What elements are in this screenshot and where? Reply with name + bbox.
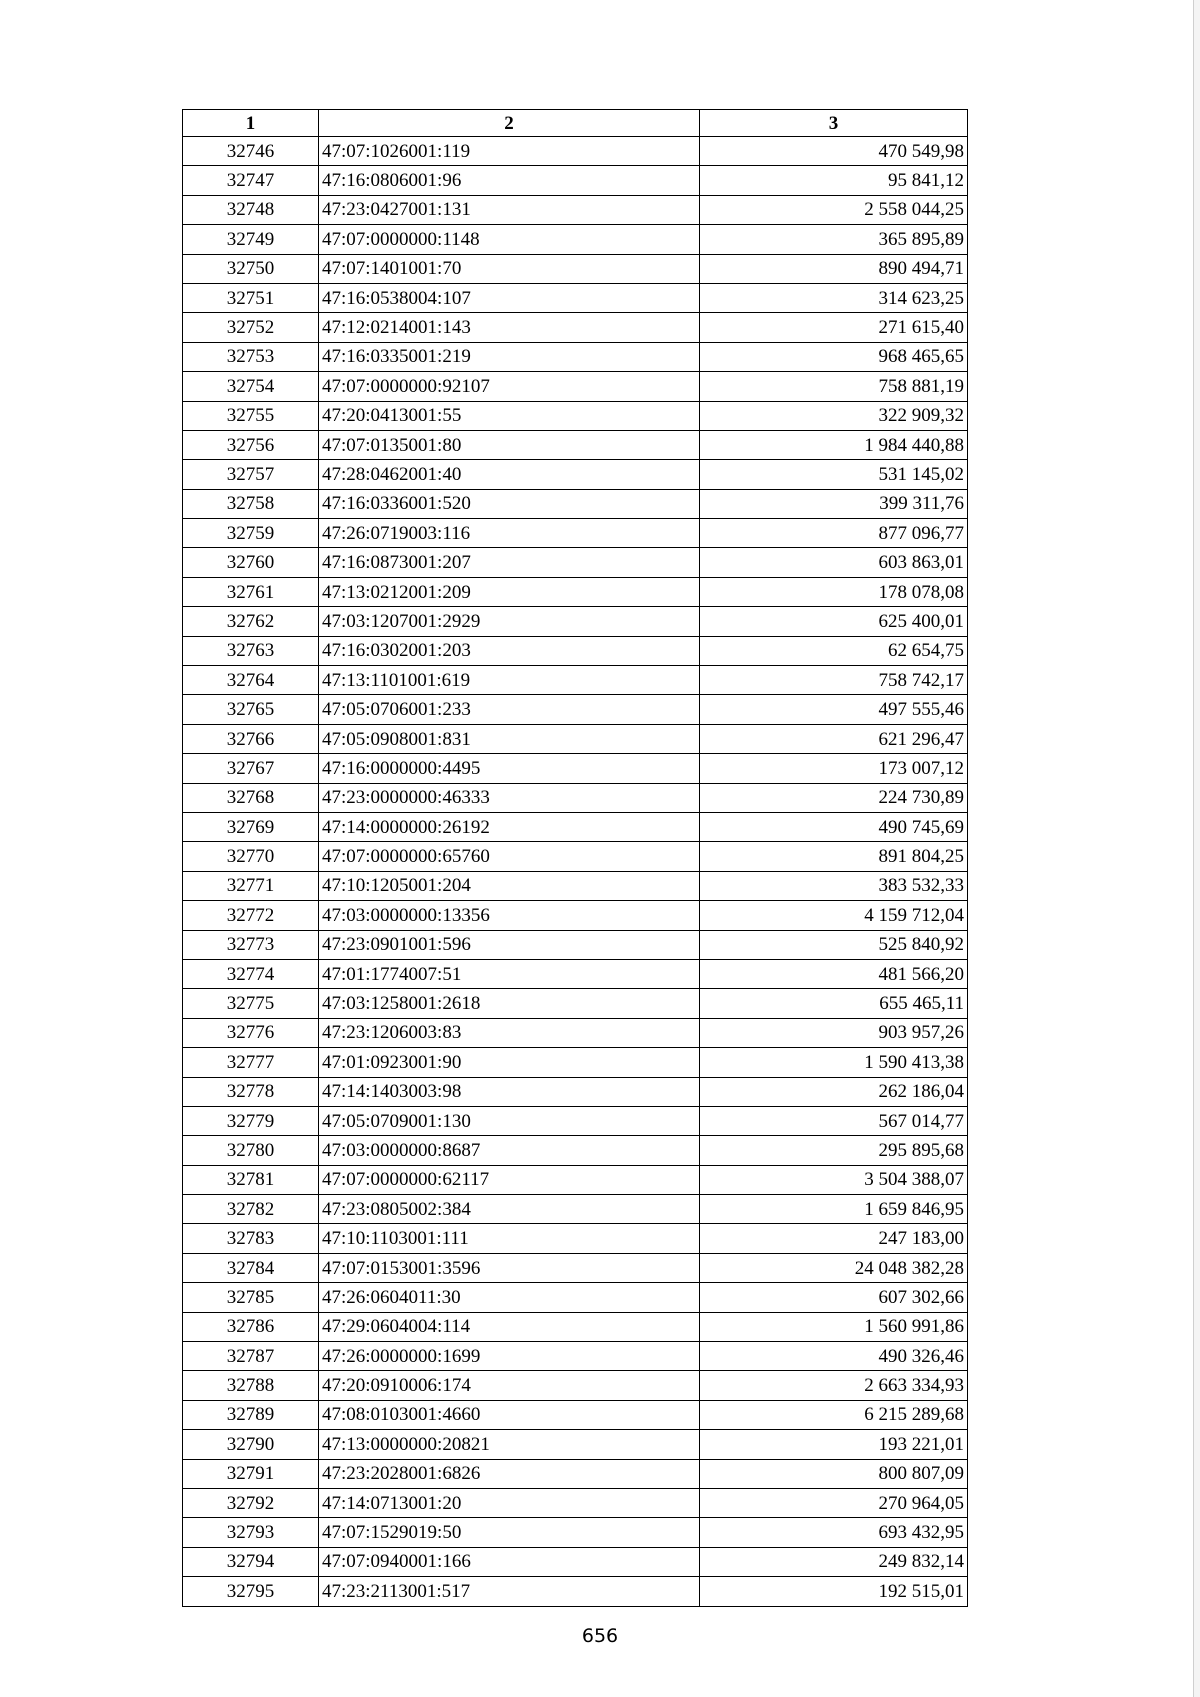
cadastral-number: 47:14:0713001:20: [319, 1488, 700, 1517]
row-number: 32775: [183, 989, 319, 1018]
cadastral-value: 3 504 388,07: [700, 1165, 968, 1194]
header-col-3: 3: [700, 110, 968, 137]
cadastral-value: 531 145,02: [700, 460, 968, 489]
cadastral-number: 47:03:0000000:8687: [319, 1136, 700, 1165]
cadastral-value: 877 096,77: [700, 519, 968, 548]
table-row: [183, 372, 968, 401]
cadastral-value: 758 742,17: [700, 666, 968, 695]
cadastral-number: 47:23:1206003:83: [319, 1018, 700, 1047]
cadastral-value: 525 840,92: [700, 930, 968, 959]
table-row: [183, 1488, 968, 1517]
cadastral-value: 490 326,46: [700, 1342, 968, 1371]
cadastral-number: 47:23:0427001:131: [319, 195, 700, 224]
cadastral-value: 655 465,11: [700, 989, 968, 1018]
cadastral-number: 47:16:0538004:107: [319, 283, 700, 312]
cadastral-value: 1 560 991,86: [700, 1312, 968, 1341]
cadastral-value: 693 432,95: [700, 1518, 968, 1547]
row-number: 32769: [183, 812, 319, 841]
cadastral-number: 47:16:0302001:203: [319, 636, 700, 665]
cadastral-number: 47:01:0923001:90: [319, 1048, 700, 1077]
cadastral-number: 47:05:0706001:233: [319, 695, 700, 724]
table-row: [183, 166, 968, 195]
row-number: 32772: [183, 901, 319, 930]
row-number: 32794: [183, 1547, 319, 1576]
cadastral-number: 47:26:0604011:30: [319, 1283, 700, 1312]
cadastral-number: 47:16:0873001:207: [319, 548, 700, 577]
cadastral-value: 481 566,20: [700, 959, 968, 988]
cadastral-number: 47:23:2113001:517: [319, 1577, 700, 1606]
cadastral-value: 607 302,66: [700, 1283, 968, 1312]
cadastral-value: 4 159 712,04: [700, 901, 968, 930]
row-number: 32764: [183, 666, 319, 695]
cadastral-value: 603 863,01: [700, 548, 968, 577]
row-number: 32747: [183, 166, 319, 195]
table-row: [183, 871, 968, 900]
cadastral-number: 47:23:2028001:6826: [319, 1459, 700, 1488]
cadastral-number: 47:23:0805002:384: [319, 1195, 700, 1224]
cadastral-number: 47:07:0135001:80: [319, 430, 700, 459]
table-row: [183, 195, 968, 224]
cadastral-value: 903 957,26: [700, 1018, 968, 1047]
header-col-2: 2: [319, 110, 700, 137]
cadastral-number: 47:29:0604004:114: [319, 1312, 700, 1341]
cadastral-number: 47:26:0719003:116: [319, 519, 700, 548]
cadastral-value: 178 078,08: [700, 577, 968, 606]
cadastral-value: 95 841,12: [700, 166, 968, 195]
row-number: 32771: [183, 871, 319, 900]
cadastral-number: 47:05:0709001:130: [319, 1106, 700, 1135]
cadastral-number: 47:07:0940001:166: [319, 1547, 700, 1576]
table-row: [183, 842, 968, 871]
table-row: [183, 1430, 968, 1459]
row-number: 32770: [183, 842, 319, 871]
cadastral-value: 24 048 382,28: [700, 1253, 968, 1282]
cadastral-value: 968 465,65: [700, 342, 968, 371]
cadastral-value: 6 215 289,68: [700, 1400, 968, 1429]
row-number: 32782: [183, 1195, 319, 1224]
table-row: [183, 1312, 968, 1341]
table-row: [183, 254, 968, 283]
table-row: [183, 989, 968, 1018]
cadastral-number: 47:14:1403003:98: [319, 1077, 700, 1106]
table-row: [183, 636, 968, 665]
cadastral-number: 47:12:0214001:143: [319, 313, 700, 342]
row-number: 32766: [183, 724, 319, 753]
cadastral-value: 1 590 413,38: [700, 1048, 968, 1077]
cadastral-value: 1 984 440,88: [700, 430, 968, 459]
row-number: 32753: [183, 342, 319, 371]
cadastral-number: 47:05:0908001:831: [319, 724, 700, 753]
cadastral-value: 271 615,40: [700, 313, 968, 342]
cadastral-value: 192 515,01: [700, 1577, 968, 1606]
row-number: 32760: [183, 548, 319, 577]
table-row: [183, 1195, 968, 1224]
cadastral-number: 47:07:1026001:119: [319, 137, 700, 166]
row-number: 32750: [183, 254, 319, 283]
cadastral-value-table: [182, 109, 968, 1607]
cadastral-number: 47:03:0000000:13356: [319, 901, 700, 930]
table-row: [183, 724, 968, 753]
table-row: [183, 1253, 968, 1282]
row-number: 32790: [183, 1430, 319, 1459]
table-row: [183, 666, 968, 695]
table-row: [183, 1400, 968, 1429]
row-number: 32746: [183, 137, 319, 166]
table-row: [183, 930, 968, 959]
row-number: 32754: [183, 372, 319, 401]
table-row: [183, 1547, 968, 1576]
row-number: 32768: [183, 783, 319, 812]
table-row: [183, 1136, 968, 1165]
table-row: [183, 1106, 968, 1135]
cadastral-value: 314 623,25: [700, 283, 968, 312]
cadastral-value: 270 964,05: [700, 1488, 968, 1517]
cadastral-number: 47:20:0910006:174: [319, 1371, 700, 1400]
table-row: [183, 225, 968, 254]
cadastral-value: 224 730,89: [700, 783, 968, 812]
cadastral-value: 383 532,33: [700, 871, 968, 900]
cadastral-value: 262 186,04: [700, 1077, 968, 1106]
cadastral-number: 47:26:0000000:1699: [319, 1342, 700, 1371]
table-row: [183, 283, 968, 312]
table-row: [183, 1018, 968, 1047]
row-number: 32791: [183, 1459, 319, 1488]
header-col-1: 1: [183, 110, 319, 137]
row-number: 32785: [183, 1283, 319, 1312]
table-row: [183, 1577, 968, 1606]
cadastral-value: 625 400,01: [700, 607, 968, 636]
table-row: [183, 489, 968, 518]
table-row: [183, 430, 968, 459]
row-number: 32787: [183, 1342, 319, 1371]
table-row: [183, 577, 968, 606]
page-number: 656: [581, 1625, 619, 1647]
header-row: [183, 110, 968, 137]
table-row: [183, 607, 968, 636]
row-number: 32783: [183, 1224, 319, 1253]
cadastral-value: 800 807,09: [700, 1459, 968, 1488]
table-row: [183, 1048, 968, 1077]
cadastral-number: 47:07:0153001:3596: [319, 1253, 700, 1282]
cadastral-number: 47:23:0000000:46333: [319, 783, 700, 812]
table-row: [183, 342, 968, 371]
row-number: 32749: [183, 225, 319, 254]
row-number: 32763: [183, 636, 319, 665]
table-row: [183, 695, 968, 724]
row-number: 32793: [183, 1518, 319, 1547]
cadastral-value: 249 832,14: [700, 1547, 968, 1576]
table-row: [183, 812, 968, 841]
table-row: [183, 754, 968, 783]
row-number: 32765: [183, 695, 319, 724]
cadastral-number: 47:10:1103001:111: [319, 1224, 700, 1253]
cadastral-number: 47:07:1401001:70: [319, 254, 700, 283]
row-number: 32757: [183, 460, 319, 489]
cadastral-number: 47:08:0103001:4660: [319, 1400, 700, 1429]
row-number: 32784: [183, 1253, 319, 1282]
row-number: 32767: [183, 754, 319, 783]
row-number: 32792: [183, 1488, 319, 1517]
table-row: [183, 137, 968, 166]
cadastral-value: 1 659 846,95: [700, 1195, 968, 1224]
row-number: 32778: [183, 1077, 319, 1106]
table-row: [183, 401, 968, 430]
cadastral-value: 322 909,32: [700, 401, 968, 430]
row-number: 32755: [183, 401, 319, 430]
cadastral-number: 47:07:0000000:62117: [319, 1165, 700, 1194]
table-row: [183, 901, 968, 930]
cadastral-number: 47:07:0000000:92107: [319, 372, 700, 401]
table-row: [183, 519, 968, 548]
row-number: 32748: [183, 195, 319, 224]
cadastral-number: 47:13:0000000:20821: [319, 1430, 700, 1459]
row-number: 32789: [183, 1400, 319, 1429]
cadastral-value: 365 895,89: [700, 225, 968, 254]
row-number: 32776: [183, 1018, 319, 1047]
table-body: [183, 137, 968, 1607]
cadastral-number: 47:07:1529019:50: [319, 1518, 700, 1547]
cadastral-value: 247 183,00: [700, 1224, 968, 1253]
row-number: 32773: [183, 930, 319, 959]
table-row: [183, 1224, 968, 1253]
cadastral-number: 47:13:0212001:209: [319, 577, 700, 606]
table-row: [183, 1371, 968, 1400]
cadastral-value: 490 745,69: [700, 812, 968, 841]
cadastral-number: 47:16:0806001:96: [319, 166, 700, 195]
cadastral-number: 47:20:0413001:55: [319, 401, 700, 430]
cadastral-value: 470 549,98: [700, 137, 968, 166]
table-row: [183, 313, 968, 342]
table-row: [183, 1518, 968, 1547]
table-row: [183, 1077, 968, 1106]
cadastral-number: 47:03:1258001:2618: [319, 989, 700, 1018]
cadastral-value: 621 296,47: [700, 724, 968, 753]
table-row: [183, 1283, 968, 1312]
cadastral-value: 497 555,46: [700, 695, 968, 724]
table-header: [183, 110, 968, 137]
cadastral-number: 47:16:0335001:219: [319, 342, 700, 371]
cadastral-number: 47:14:0000000:26192: [319, 812, 700, 841]
cadastral-value: 758 881,19: [700, 372, 968, 401]
row-number: 32788: [183, 1371, 319, 1400]
table-row: [183, 783, 968, 812]
cadastral-value: 193 221,01: [700, 1430, 968, 1459]
row-number: 32774: [183, 959, 319, 988]
cadastral-value: 890 494,71: [700, 254, 968, 283]
cadastral-number: 47:13:1101001:619: [319, 666, 700, 695]
cadastral-number: 47:01:1774007:51: [319, 959, 700, 988]
row-number: 32780: [183, 1136, 319, 1165]
cadastral-number: 47:23:0901001:596: [319, 930, 700, 959]
table-row: [183, 460, 968, 489]
cadastral-value: 2 663 334,93: [700, 1371, 968, 1400]
cadastral-value: 2 558 044,25: [700, 195, 968, 224]
row-number: 32761: [183, 577, 319, 606]
cadastral-number: 47:07:0000000:1148: [319, 225, 700, 254]
row-number: 32795: [183, 1577, 319, 1606]
row-number: 32781: [183, 1165, 319, 1194]
row-number: 32756: [183, 430, 319, 459]
row-number: 32786: [183, 1312, 319, 1341]
row-number: 32762: [183, 607, 319, 636]
table-row: [183, 959, 968, 988]
cadastral-value: 62 654,75: [700, 636, 968, 665]
cadastral-number: 47:10:1205001:204: [319, 871, 700, 900]
cadastral-number: 47:16:0000000:4495: [319, 754, 700, 783]
cadastral-value: 399 311,76: [700, 489, 968, 518]
table-row: [183, 1459, 968, 1488]
cadastral-value: 173 007,12: [700, 754, 968, 783]
table-row: [183, 1342, 968, 1371]
row-number: 32777: [183, 1048, 319, 1077]
cadastral-value: 295 895,68: [700, 1136, 968, 1165]
row-number: 32751: [183, 283, 319, 312]
row-number: 32779: [183, 1106, 319, 1135]
cadastral-value: 567 014,77: [700, 1106, 968, 1135]
cadastral-value: 891 804,25: [700, 842, 968, 871]
cadastral-number: 47:03:1207001:2929: [319, 607, 700, 636]
cadastral-number: 47:07:0000000:65760: [319, 842, 700, 871]
cadastral-number: 47:28:0462001:40: [319, 460, 700, 489]
table-row: [183, 1165, 968, 1194]
table-row: [183, 548, 968, 577]
row-number: 32758: [183, 489, 319, 518]
row-number: 32759: [183, 519, 319, 548]
row-number: 32752: [183, 313, 319, 342]
page-edge: [1193, 0, 1200, 1697]
cadastral-number: 47:16:0336001:520: [319, 489, 700, 518]
